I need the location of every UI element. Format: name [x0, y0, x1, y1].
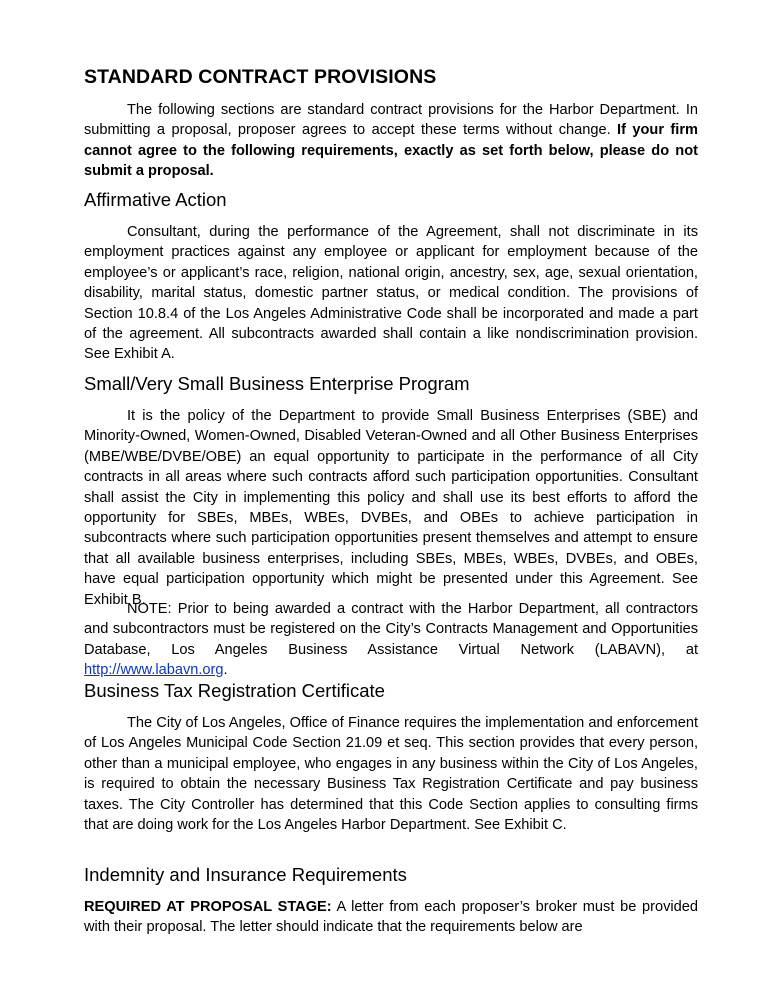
affirmative-action-paragraph: Consultant, during the performance of the Agreement, shall not discriminate in its employment practices against any employee or applicant for employment because of the employee’s or applicant’s race, religion, national origin, ancestry, sex, age, sexual orientation, disability, marital status, domestic partner status, or medical condition. The provisions of Section 10.8.4 of the Los Angeles Administrative Code shall be incorporated and made a part of the agreement. All subcontracts awarded shall contain a like nondiscrimination provision. See Exhibit A. — [84, 224, 698, 363]
heading-business-tax: Business Tax Registration Certificate — [84, 680, 385, 701]
intro-bold-warning: If your firm cannot agree to the following requirements, exactly as set forth below, please do not submit a proposal. — [84, 122, 698, 180]
heading-sbe-program: Small/Very Small Business Enterprise Program — [84, 373, 470, 394]
page-title: STANDARD CONTRACT PROVISIONS — [84, 66, 437, 88]
intro-paragraph — [84, 100, 698, 182]
intro-text: The following sections are standard contract provisions for the Harbor Department. In submitting a proposal, proposer agrees to accept these terms without change. — [84, 102, 698, 139]
labavn-note-end: . — [223, 662, 228, 679]
indemnity-text: A letter from each proposer’s broker must be provided with their proposal. The letter should indicate that the requirements below are — [84, 899, 698, 936]
proposal-stage-label: REQUIRED AT PROPOSAL STAGE: — [84, 899, 332, 915]
heading-indemnity-insurance: Indemnity and Insurance Requirements — [84, 864, 407, 885]
sbe-program-paragraph: It is the policy of the Department to provide Small Business Enterprises (SBE) and Minority-Owned, Women-Owned, Disabled Veteran-Owned and all Other Business Enterprises (MBE/WBE/DVBE/OBE) an equal opportunity to participate in the performance of all City contracts in all areas where such contracts afford such participation opportunities. Consultant shall assist the City in implementing this policy and shall use its best efforts to afford the opportunity for SBEs, MBEs, WBEs, DVBEs, and OBEs to achieve participation in subcontracts where such participation opportunities present themselves and attempt to ensure that all available business enterprises, including SBEs, MBEs, WBEs, DVBEs, and OBEs, have equal participation opportunity which might be presented under this Agreement. See Exhibit B. — [84, 408, 698, 608]
heading-affirmative-action: Affirmative Action — [84, 189, 227, 210]
business-tax-paragraph: The City of Los Angeles, Office of Finance requires the implementation and enforcement of Los Angeles Municipal Code Section 21.09 et seq. This section provides that every person, other than a municipal employee, who engages in any business within the City of Los Angeles, is required to obtain the necessary Business Tax Registration Certificate and pay business taxes. The City Controller has determined that this Code Section applies to consulting firms that are doing work for the Los Angeles Harbor Department. See Exhibit C. — [84, 715, 698, 834]
labavn-link[interactable]: http://www.labavn.org — [84, 662, 224, 679]
labavn-note-paragraph — [84, 599, 698, 681]
labavn-note-text: NOTE: Prior to being awarded a contract with the Harbor Department, all contractors and subcontractors must be registered on the City’s Contracts Management and Opportunities Database, Los Angeles Business Assistance Virtual Network (LABAVN), at — [84, 601, 698, 658]
indemnity-paragraph — [84, 897, 698, 938]
